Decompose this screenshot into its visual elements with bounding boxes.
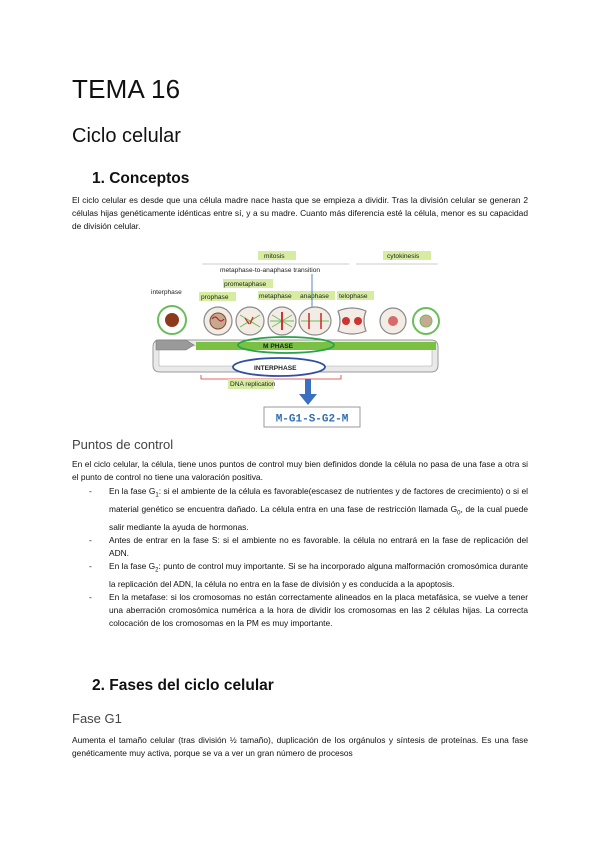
m-phase-bar <box>196 342 436 350</box>
cytokinesis-label: cytokinesis <box>387 253 420 260</box>
mitosis-label: mitosis <box>264 253 285 260</box>
cell-cytokinesis-2 <box>413 308 439 334</box>
cycle-arrow <box>156 340 194 350</box>
dna-replication-label: DNA replication <box>230 381 276 388</box>
cell-prometaphase <box>236 307 264 335</box>
cell-metaphase <box>268 307 296 335</box>
prophase-label: prophase <box>201 294 229 301</box>
prometaphase-label: prometaphase <box>224 281 267 288</box>
paragraph-fase-g1: Aumenta el tamaño celular (tras división ½ tamaño), duplicación de los orgánulos y síntesis de proteínas. Es una fase genéticamente muy activa, porque se va a ver un gran número de procesos <box>72 735 528 759</box>
list-item: - En la metafase: si los cromosomas no están correctamente alineados en la placa metafásica, se vuelve a tener una aberración cromosómica numérica a la hora de dividir los cromosomas en las 2 células hijas. La correcta colocación de los cromosomas en la PM es muy importante. <box>89 591 528 628</box>
section-heading-conceptos: 1. Conceptos <box>92 170 190 187</box>
metaphase-label: metaphase <box>259 293 292 300</box>
cell-cycle-figure <box>146 245 442 435</box>
cell-prophase <box>204 307 232 335</box>
paragraph-conceptos: El ciclo celular es desde que una célula madre nace hasta que se empieza a dividir. Tras la división celular se generan 2 células hijas genéticamente idénticas entre sí, y a su madre. Cuanto más diferencia esté la célula, menor es su capacidad de división celular. <box>72 195 528 232</box>
checkpoint-list <box>72 485 528 630</box>
subheading-fase-g1: Fase G1 <box>72 711 122 726</box>
section-heading-fases: 2. Fases del ciclo celular <box>92 677 274 694</box>
cell-cytokinesis-1 <box>380 308 406 334</box>
interphase-label: interphase <box>151 289 182 296</box>
cell-interphase <box>158 306 186 334</box>
telophase-label: telophase <box>339 293 368 300</box>
sequence-label: M-G1-S-G2-M <box>275 413 349 426</box>
page-subtitle: Ciclo celular <box>72 125 181 147</box>
list-item: - En la fase $G_1$: si el ambiente de la célula es favorable(escasez de nutrientes y de factores de crecimiento) o si el material genético se encuentra dañado. La célula entra en una fase de restricción llamada $G_0$, de la cual puede salir mediante la ayuda de hormonas. <box>89 486 529 532</box>
m-phase-label: M PHASE <box>263 343 294 350</box>
transition-label: metaphase-to-anaphase transition <box>220 267 321 274</box>
cell-telophase <box>338 308 366 334</box>
anaphase-label: anaphase <box>300 293 329 300</box>
list-item: - En la fase $G_2$: punto de control muy importante. Si se ha incorporado alguna malformación cromosómica durante la replicación del ADN, la célula no entra en la fase de división y es conducida a la apoptosis. <box>89 560 528 589</box>
paragraph-puntos-control: En el ciclo celular, la célula, tiene unos puntos de control muy bien definidos donde la célula no pasa de una fase a otra si el punto de control no tiene una valoración positiva. <box>72 459 528 483</box>
list-item: - Antes de entrar en la fase S: si el ambiente no es favorable. la célula no entrará en la fase de replicación del ADN. <box>89 534 528 558</box>
interphase-band-label: INTERPHASE <box>254 365 297 372</box>
page-title: TEMA 16 <box>72 74 181 104</box>
subheading-puntos-control: Puntos de control <box>72 437 174 452</box>
cell-anaphase <box>299 307 331 335</box>
down-arrow <box>299 394 317 405</box>
